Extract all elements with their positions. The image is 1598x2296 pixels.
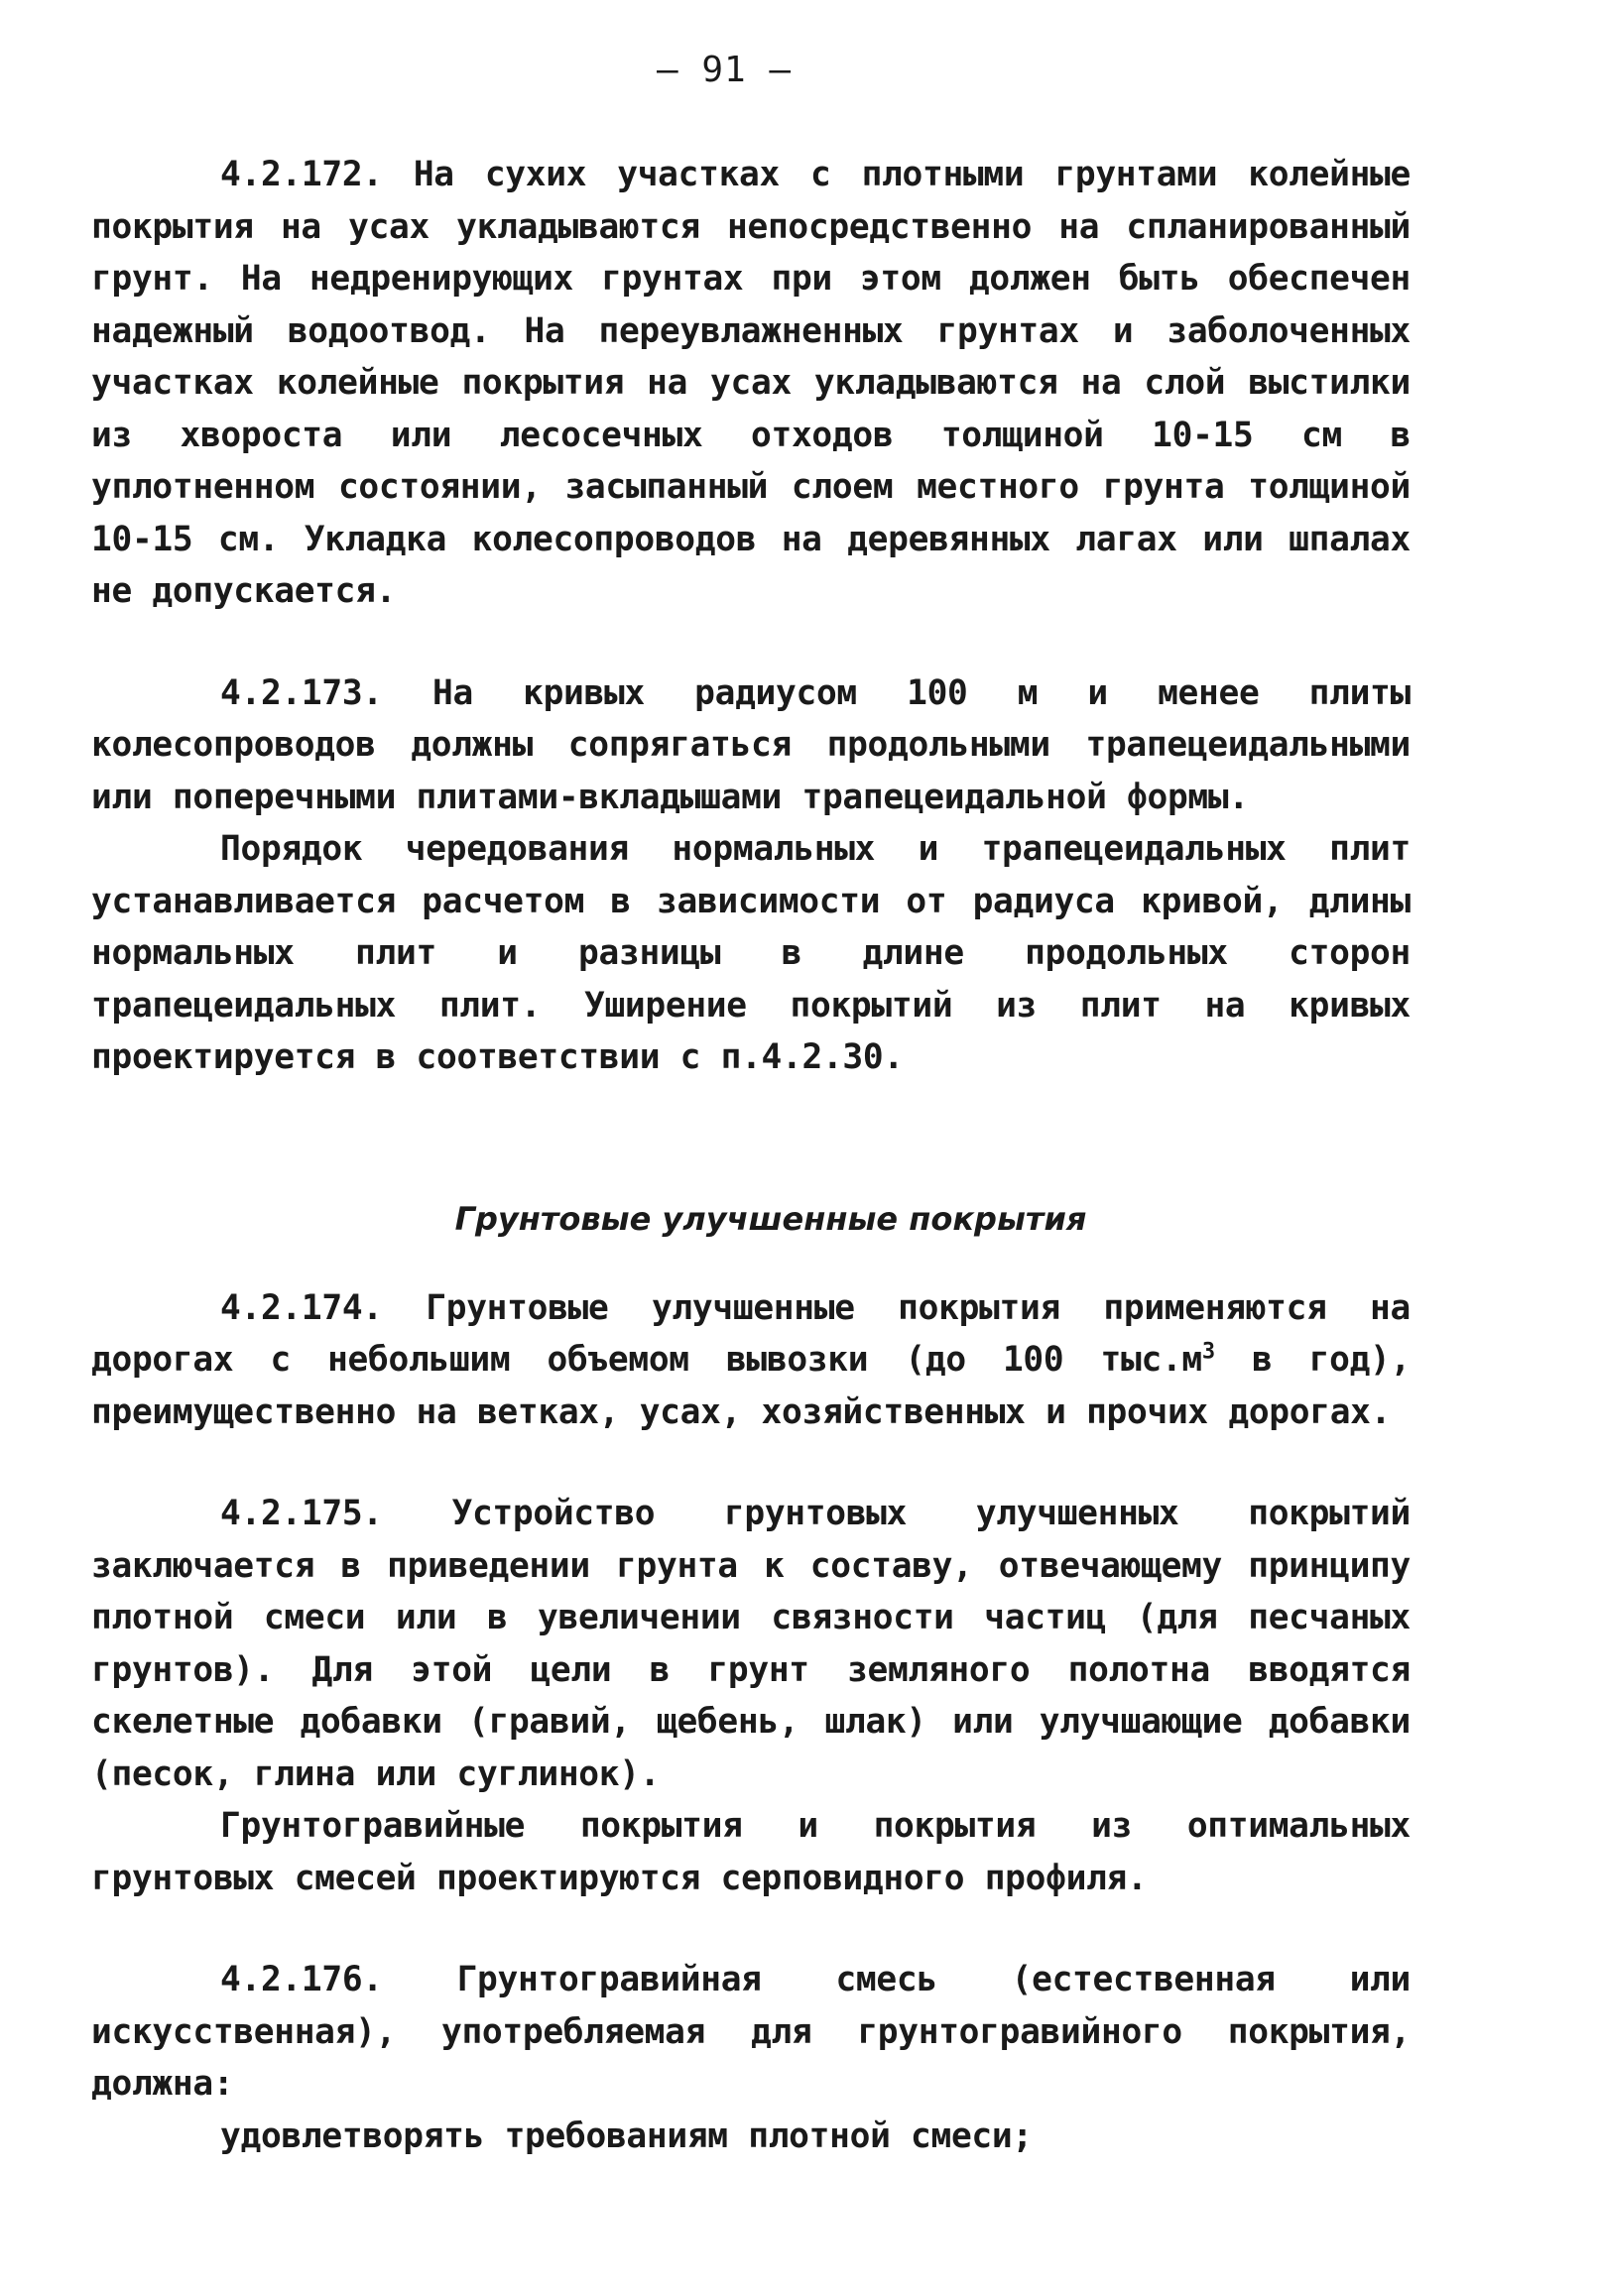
paragraph-4-2-173-continued: Порядок чередования нормальных и трапецеидальных плит устанавливается расчетом в зависимости от радиуса кривой, длины нормальных плит и разницы в длине продольных сторон трапецеидальных плит. Уширение покрытий из плит на кривых проектируется в соответствии с п.4.2.30. [91, 829, 1411, 1077]
paragraph-gap [91, 1438, 1411, 1488]
paragraph-4-2-176-list-item: удовлетворять требованиям плотной смеси; [220, 2115, 1033, 2156]
paragraph-4-2-173: 4.2.173. На кривых радиусом 100 м и менее плиты колесопроводов должны сопрягаться продольными трапецеидальными или поперечными плитами-вкладышами трапецеидальной формы. [91, 672, 1411, 817]
paragraph-4-2-176: 4.2.176. Грунтогравийная смесь (естественная или искусственная), употребляемая для грунтогравийного покрытия, должна: [91, 1960, 1411, 2104]
heading-gap [91, 1245, 1411, 1282]
superscript-cubic: 3 [1201, 1339, 1215, 1365]
paragraph-4-2-172: 4.2.172. На сухих участках с плотными грунтами колейные покрытия на усах укладываются непосредственно на спланированный грунт. На недренирующих грунтах при этом должен быть обеспечен надежный водоотвод. На переувлажненных грунтах и заболоченных участках колейные покрытия на усах укладываются на слой выстилки из хвороста или лесосечных отходов толщиной 10-15 см в уплотненном состоянии, засыпанный слоем местного грунта толщиной 10-15 см. Укладка колесопроводов на деревянных лагах или шпалах не допускается. [91, 155, 1411, 611]
page-content [91, 149, 1411, 2162]
paragraph-gap [91, 618, 1411, 667]
page-number: — 91 — [656, 50, 793, 90]
section-gap [91, 1084, 1411, 1193]
paragraph-4-2-174 [91, 1282, 1411, 1439]
paragraph-4-2-175: 4.2.175. Устройство грунтовых улучшенных покрытий заключается в приведении грунта к составу, отвечающему принципу плотной смеси или в увеличении связности частиц (для песчаных грунтов). Для этой цели в грунт земляного полотна вводятся скелетные добавки (гравий, щебень, шлак) или улучшающие добавки (песок, глина или суглинок). [91, 1494, 1411, 1794]
paragraph-4-2-175-continued: Грунтогравийные покрытия и покрытия из оптимальных грунтовых смесей проектируются серповидного профиля. [91, 1806, 1411, 1898]
paragraph-4-2-174-text-end: в год), преимущественно на ветках, усах, хозяйственных и прочих дорогах. [91, 1340, 1411, 1432]
section-heading: Грунтовые улучшенные покрытия [454, 1199, 1087, 1238]
paragraph-gap [91, 1904, 1411, 1954]
paragraph-4-2-174-text-start: 4.2.174. Грунтовые улучшенные покрытия применяются на дорогах с небольшим объемом вывозки (до 100 тыс.м [91, 1287, 1411, 1380]
